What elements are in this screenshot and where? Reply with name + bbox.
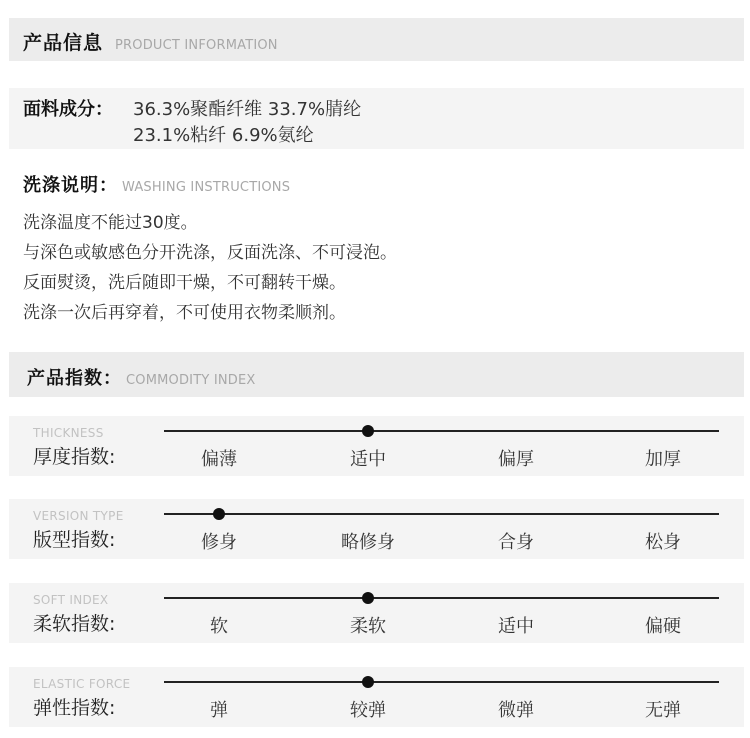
fabric-line-2: 23.1%粘纤 6.9%氨纶 xyxy=(133,125,314,146)
washing-list xyxy=(23,208,397,328)
index-marker-dot xyxy=(362,592,374,604)
index-option: 加厚 xyxy=(645,449,681,470)
index-marker-dot xyxy=(213,508,225,520)
index-option: 适中 xyxy=(350,449,386,470)
washing-header xyxy=(23,171,290,197)
index-option: 偏硬 xyxy=(645,616,681,637)
washing-line: 与深色或敏感色分开洗涤，反面洗涤、不可浸泡。 xyxy=(23,243,397,263)
fabric-composition xyxy=(9,88,744,149)
fabric-label: 面料成分： xyxy=(23,99,113,120)
commodity-index-title: 产品指数： xyxy=(27,368,122,389)
index-label-en: ELASTIC FORCE xyxy=(33,677,131,691)
commodity-index-header xyxy=(9,352,744,397)
index-row-elasticity xyxy=(9,667,744,727)
washing-line: 洗涤一次后再穿着，不可使用衣物柔顺剂。 xyxy=(23,303,346,323)
index-option: 偏厚 xyxy=(498,449,534,470)
washing-title: 洗涤说明： xyxy=(23,175,118,196)
index-label-en: THICKNESS xyxy=(33,426,104,440)
index-option: 较弹 xyxy=(350,700,386,721)
index-marker-dot xyxy=(362,676,374,688)
index-option: 柔软 xyxy=(350,616,386,637)
index-label-cn: 版型指数: xyxy=(33,529,116,551)
index-label-cn: 柔软指数: xyxy=(33,613,116,635)
index-option: 无弹 xyxy=(645,700,681,721)
index-option: 偏薄 xyxy=(201,449,237,470)
commodity-index-subtitle: COMMODITY INDEX xyxy=(126,373,256,388)
index-label-en: VERSION TYPE xyxy=(33,509,124,523)
index-option: 略修身 xyxy=(341,532,395,553)
index-option: 适中 xyxy=(498,616,534,637)
index-row-thickness xyxy=(9,416,744,476)
fabric-line-1: 36.3%聚酯纤维 33.7%腈纶 xyxy=(133,99,362,120)
index-label-cn: 厚度指数: xyxy=(33,446,116,468)
index-scale-line xyxy=(164,430,719,432)
index-row-softness xyxy=(9,583,744,643)
index-label-en: SOFT INDEX xyxy=(33,593,109,607)
product-info-title: 产品信息 xyxy=(23,32,104,54)
product-info-subtitle: PRODUCT INFORMATION xyxy=(115,38,278,53)
index-row-version xyxy=(9,499,744,559)
index-option: 软 xyxy=(210,616,228,637)
index-marker-dot xyxy=(362,425,374,437)
index-option: 松身 xyxy=(645,532,681,553)
index-option: 弹 xyxy=(210,700,228,721)
washing-line: 洗涤温度不能过30度。 xyxy=(23,213,198,233)
index-option: 微弹 xyxy=(498,700,534,721)
index-label-cn: 弹性指数: xyxy=(33,697,116,719)
index-scale-line xyxy=(164,681,719,683)
index-option: 修身 xyxy=(201,532,237,553)
index-scale-line xyxy=(164,597,719,599)
index-option: 合身 xyxy=(498,532,534,553)
product-info-header xyxy=(9,18,744,61)
index-scale-line xyxy=(164,513,719,515)
washing-line: 反面熨烫，洗后随即干燥，不可翻转干燥。 xyxy=(23,273,346,293)
washing-subtitle: WASHING INSTRUCTIONS xyxy=(122,180,291,195)
